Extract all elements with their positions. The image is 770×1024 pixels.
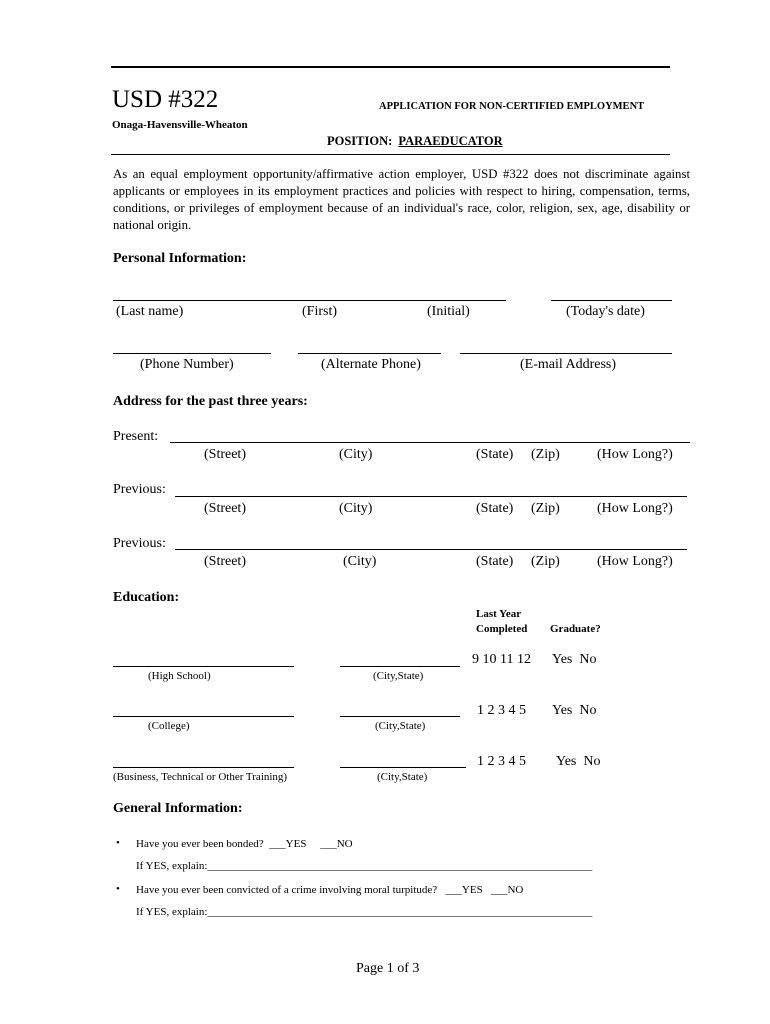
- high-school-city-label: (City,State): [373, 670, 424, 682]
- last-name-label: (Last name): [116, 304, 184, 319]
- previous-2-street-label: (Street): [204, 554, 246, 569]
- education-heading: Education:: [113, 590, 180, 605]
- general-info-heading: General Information:: [113, 801, 243, 816]
- previous-2-address-line[interactable]: [175, 549, 687, 550]
- graduate-header: Graduate?: [550, 623, 601, 635]
- training-line[interactable]: [113, 767, 294, 768]
- header-bottom-rule: [111, 154, 670, 155]
- training-graduate[interactable]: Yes No: [556, 754, 601, 769]
- address-heading: Address for the past three years:: [113, 394, 308, 409]
- previous-2-zip-label: (Zip): [531, 554, 560, 569]
- college-city-label: (City,State): [375, 720, 426, 732]
- page-number: Page 1 of 3: [356, 961, 420, 976]
- email-line[interactable]: [460, 353, 672, 354]
- college-city-line[interactable]: [340, 716, 460, 717]
- todays-date-label: (Today's date): [566, 304, 645, 319]
- todays-date-line[interactable]: [551, 300, 672, 301]
- phone-label: (Phone Number): [140, 357, 234, 372]
- first-name-label: (First): [302, 304, 337, 319]
- training-years[interactable]: 1 2 3 4 5: [477, 754, 526, 769]
- present-address-line[interactable]: [170, 442, 690, 443]
- high-school-graduate[interactable]: Yes No: [552, 652, 597, 667]
- previous-1-how-long-label: (How Long?): [597, 501, 673, 516]
- training-label: (Business, Technical or Other Training): [113, 771, 288, 783]
- previous-1-street-label: (Street): [204, 501, 246, 516]
- last-year-header-1: Last Year: [476, 608, 522, 620]
- phone-line[interactable]: [113, 353, 271, 354]
- previous-1-city-label: (City): [339, 501, 373, 516]
- bullet-q1: •: [116, 837, 120, 849]
- college-years[interactable]: 1 2 3 4 5: [477, 703, 526, 718]
- position-line: [327, 134, 503, 149]
- college-graduate[interactable]: Yes No: [552, 703, 597, 718]
- alt-phone-label: (Alternate Phone): [321, 357, 421, 372]
- previous-1-label: Previous:: [113, 482, 166, 497]
- present-state-label: (State): [476, 447, 514, 462]
- high-school-line[interactable]: [113, 666, 294, 667]
- present-zip-label: (Zip): [531, 447, 560, 462]
- high-school-label: (High School): [148, 670, 211, 682]
- bonded-question[interactable]: Have you ever been bonded? ___YES ___NO: [136, 838, 353, 850]
- previous-2-label: Previous:: [113, 536, 166, 551]
- personal-info-heading: Personal Information:: [113, 251, 247, 266]
- college-label: (College): [148, 720, 190, 732]
- email-label: (E-mail Address): [520, 357, 617, 372]
- high-school-years[interactable]: 9 10 11 12: [472, 652, 531, 667]
- previous-2-how-long-label: (How Long?): [597, 554, 673, 569]
- present-city-label: (City): [339, 447, 373, 462]
- doc-type-title: APPLICATION FOR NON-CERTIFIED EMPLOYMENT: [379, 101, 645, 112]
- present-label: Present:: [113, 429, 159, 444]
- position-value: PARAEDUCATOR: [398, 134, 503, 148]
- bonded-explain[interactable]: If YES, explain:______________________________________________________________________: [136, 860, 593, 872]
- present-how-long-label: (How Long?): [597, 447, 673, 462]
- previous-1-state-label: (State): [476, 501, 514, 516]
- training-city-line[interactable]: [340, 767, 466, 768]
- previous-2-city-label: (City): [343, 554, 377, 569]
- college-line[interactable]: [113, 716, 294, 717]
- district-title: USD #322: [112, 86, 219, 113]
- training-city-label: (City,State): [377, 771, 428, 783]
- position-label: POSITION:: [327, 134, 393, 148]
- eeo-statement: As an equal employment opportunity/affirmative action employer, USD #322 does not discriminate against applicants or employees in its employment practices and policies with respect to hiring, compensation, terms, conditions, or privileges of employment because of an individual's race, color, religion, sex, age, disability or national origin.: [113, 167, 690, 232]
- convicted-question[interactable]: Have you ever been convicted of a crime involving moral turpitude? ___YES ___NO: [136, 884, 524, 896]
- header-top-rule: [111, 66, 670, 68]
- bullet-q2: •: [116, 883, 120, 895]
- alt-phone-line[interactable]: [298, 353, 441, 354]
- previous-1-zip-label: (Zip): [531, 501, 560, 516]
- last-year-header-2: Completed: [476, 623, 528, 635]
- previous-1-address-line[interactable]: [175, 496, 687, 497]
- name-line[interactable]: [113, 300, 506, 301]
- previous-2-state-label: (State): [476, 554, 514, 569]
- high-school-city-line[interactable]: [340, 666, 460, 667]
- initial-label: (Initial): [427, 304, 470, 319]
- towns-subtitle: Onaga-Havensville-Wheaton: [112, 119, 248, 131]
- convicted-explain[interactable]: If YES, explain:______________________________________________________________________: [136, 906, 593, 918]
- present-street-label: (Street): [204, 447, 246, 462]
